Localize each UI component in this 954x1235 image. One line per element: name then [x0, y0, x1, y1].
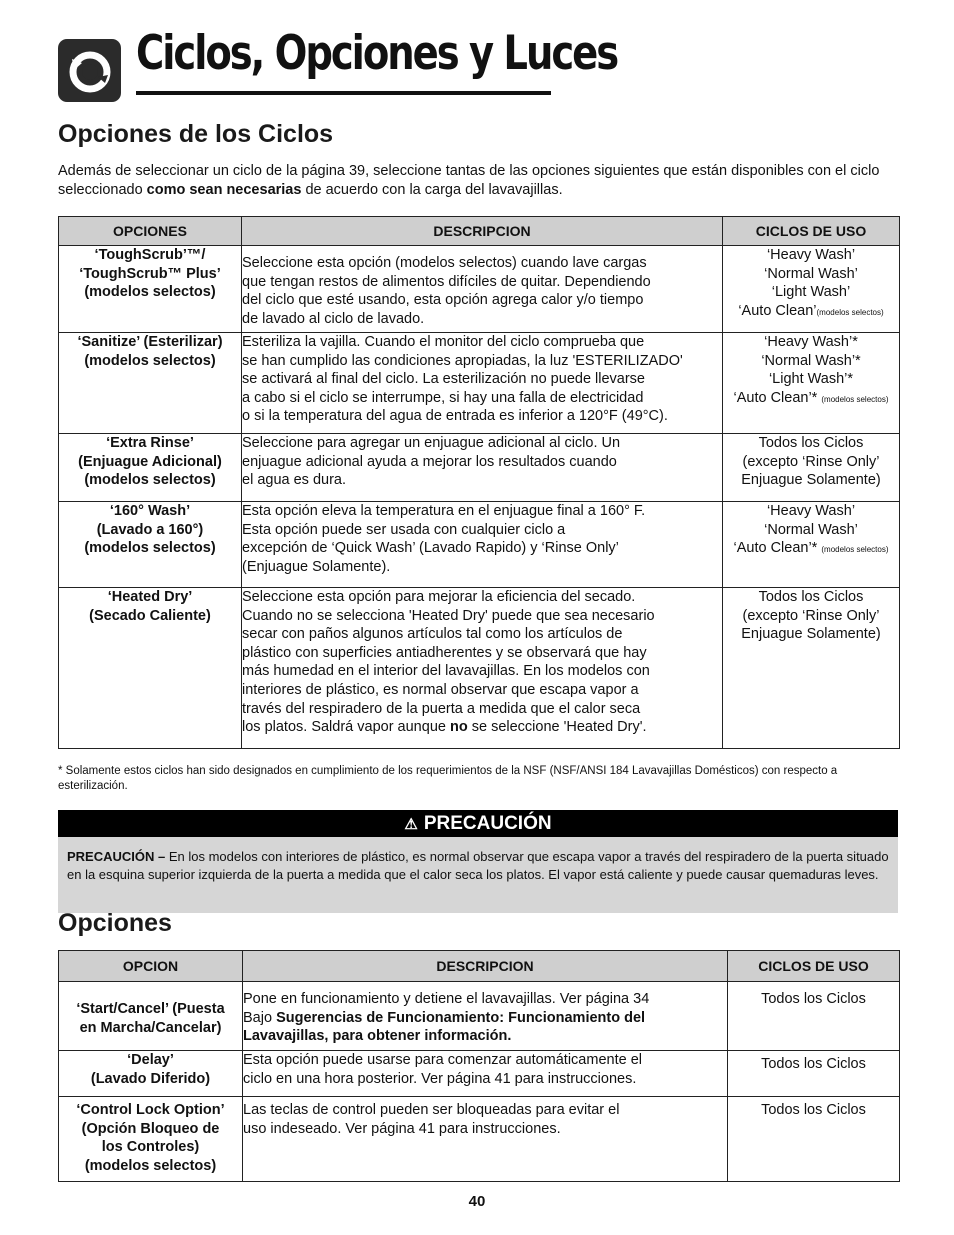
header-cycles: CICLOS DE USO — [723, 217, 900, 246]
option-cell: ‘160° Wash’ (Lavado a 160°) (modelos selectos) — [59, 502, 242, 588]
description-cell: Las teclas de control pueden ser bloqueadas para evitar el uso indeseado. Ver página 41 para instrucciones. — [243, 1097, 728, 1182]
cycles-cell: ‘Heavy Wash’ ‘Normal Wash’ ‘Auto Clean’* (modelos selectos) — [723, 502, 900, 588]
description-cell: Seleccione esta opción (modelos selectos) cuando lave cargas que tengan restos de alimentos difíciles de quitar. Dependiendo del ciclo que esté usando, esta opción agrega calor y/o tiempo de lavado al ciclo de lavado. — [242, 246, 723, 333]
table-row — [59, 333, 900, 434]
option-cell: ‘Delay’ (Lavado Diferido) — [59, 1051, 243, 1097]
section-title-options: Opciones — [58, 909, 172, 937]
cycles-cell: Todos los Ciclos — [728, 1051, 900, 1097]
table-row — [59, 502, 900, 588]
cycle-options-table — [58, 216, 900, 749]
cycles-cell: Todos los Ciclos (excepto ‘Rinse Only’ Enjuague Solamente) — [723, 588, 900, 749]
intro-paragraph: Además de seleccionar un ciclo de la página 39, seleccione tantas de las opciones siguientes que están disponibles con el ciclo seleccionado como sean necesarias de acuerdo con la carga del lavavajillas. — [58, 163, 880, 198]
header-description: DESCRIPCION — [243, 951, 728, 982]
footnote: * Solamente estos ciclos han sido designados en cumplimiento de los requerimientos de la NSF (NSF/ANSI 184 Lavavajillas Domésticos) con respecto a esterilización. — [58, 765, 838, 792]
options-table — [58, 950, 900, 1182]
warning-triangle-icon: ⚠ — [404, 816, 418, 833]
cycles-cell: ‘Heavy Wash’* ‘Normal Wash’* ‘Light Wash’* ‘Auto Clean’* (modelos selectos) — [723, 333, 900, 434]
description-cell: Seleccione esta opción para mejorar la eficiencia del secado. Cuando no se selecciona 'Heated Dry' puede que sea necesario secar con paños algunos artículos tal como los artículos de plástico con superficies antiadherentes y se observará que hay más humedad en el interior del lavavajillas. En los modelos con interiores de plástico, es normal observar que escapa vapor a través del respiradero de la puerta a medida que el calor seca los platos. Saldrá vapor aunque no se seleccione 'Heated Dry'. — [242, 588, 723, 749]
option-cell: ‘Sanitize’ (Esterilizar) (modelos selectos) — [59, 333, 242, 434]
table-row — [59, 434, 900, 502]
table-row — [59, 982, 900, 1051]
description-cell: Esta opción eleva la temperatura en el enjuague final a 160° F. Esta opción puede ser usada con cualquier ciclo a excepción de ‘Quick Wash’ (Lavado Rapido) y ‘Rinse Only’ (Enjuague Solamente). — [242, 502, 723, 588]
table-row — [59, 588, 900, 749]
caution-label: PRECAUCIÓN – — [67, 849, 166, 864]
cycles-cell: Todos los Ciclos — [728, 1097, 900, 1182]
table-header-row — [59, 217, 900, 246]
caution-box — [58, 837, 898, 913]
title-underline — [136, 91, 551, 95]
header-options: OPCIONES — [59, 217, 242, 246]
description-cell: Esta opción puede usarse para comenzar automáticamente el ciclo en una hora posterior. Ver página 41 para instrucciones. — [243, 1051, 728, 1097]
option-cell: ‘ToughScrub’™/ ‘ToughScrub™ Plus’ (modelos selectos) — [59, 246, 242, 333]
page-number: 40 — [468, 1193, 486, 1210]
table-row — [59, 1051, 900, 1097]
description-cell: Seleccione para agregar un enjuague adicional al ciclo. Un enjuague adicional ayuda a mejorar los resultados cuando el agua es dura. — [242, 434, 723, 502]
cycles-cell: Todos los Ciclos (excepto ‘Rinse Only’ Enjuague Solamente) — [723, 434, 900, 502]
cycles-cell: ‘Heavy Wash’ ‘Normal Wash’ ‘Light Wash’ ‘Auto Clean’(modelos selectos) — [723, 246, 900, 333]
page-title: Ciclos, Opciones y Luces — [136, 26, 618, 81]
cycle-arrow-icon — [58, 39, 121, 102]
section-title-cycle-options: Opciones de los Ciclos — [58, 120, 334, 148]
table-row — [59, 1097, 900, 1182]
table-header-row — [59, 951, 900, 982]
option-cell: ‘Control Lock Option’ (Opción Bloqueo de los Controles) (modelos selectos) — [59, 1097, 243, 1182]
caution-header: ⚠ PRECAUCIÓN — [58, 810, 898, 837]
option-cell: ‘Start/Cancel’ (Puesta en Marcha/Cancelar) — [59, 982, 243, 1051]
description-cell: Esteriliza la vajilla. Cuando el monitor del ciclo comprueba que se han cumplido las condiciones apropiadas, la luz 'ESTERILIZADO' se activará al final del ciclo. La esterilización no puede llevarse a cabo si el ciclo se interrumpe, si hay una falla de electricidad o si la temperatura del agua de entrada es inferior a 120°F (49°C). — [242, 333, 723, 434]
description-cell: Pone en funcionamiento y detiene el lavavajillas. Ver página 34 Bajo Sugerencias de Funcionamiento: Funcionamiento del Lavavajillas, para obtener información. — [243, 982, 728, 1051]
cycles-cell: Todos los Ciclos — [728, 982, 900, 1051]
option-cell: ‘Heated Dry’ (Secado Caliente) — [59, 588, 242, 749]
caution-text: En los modelos con interiores de plástico, es normal observar que escapa vapor a través del respiradero de la puerta situado en la esquina superior izquierda de la puerta a medida que el calor seca los platos. El vapor está caliente y puede causar quemaduras leves. — [67, 849, 889, 882]
header-cycles: CICLOS DE USO — [728, 951, 900, 982]
option-cell: ‘Extra Rinse’ (Enjuague Adicional) (modelos selectos) — [59, 434, 242, 502]
table-row — [59, 246, 900, 333]
header-description: DESCRIPCION — [242, 217, 723, 246]
header-option: OPCION — [59, 951, 243, 982]
